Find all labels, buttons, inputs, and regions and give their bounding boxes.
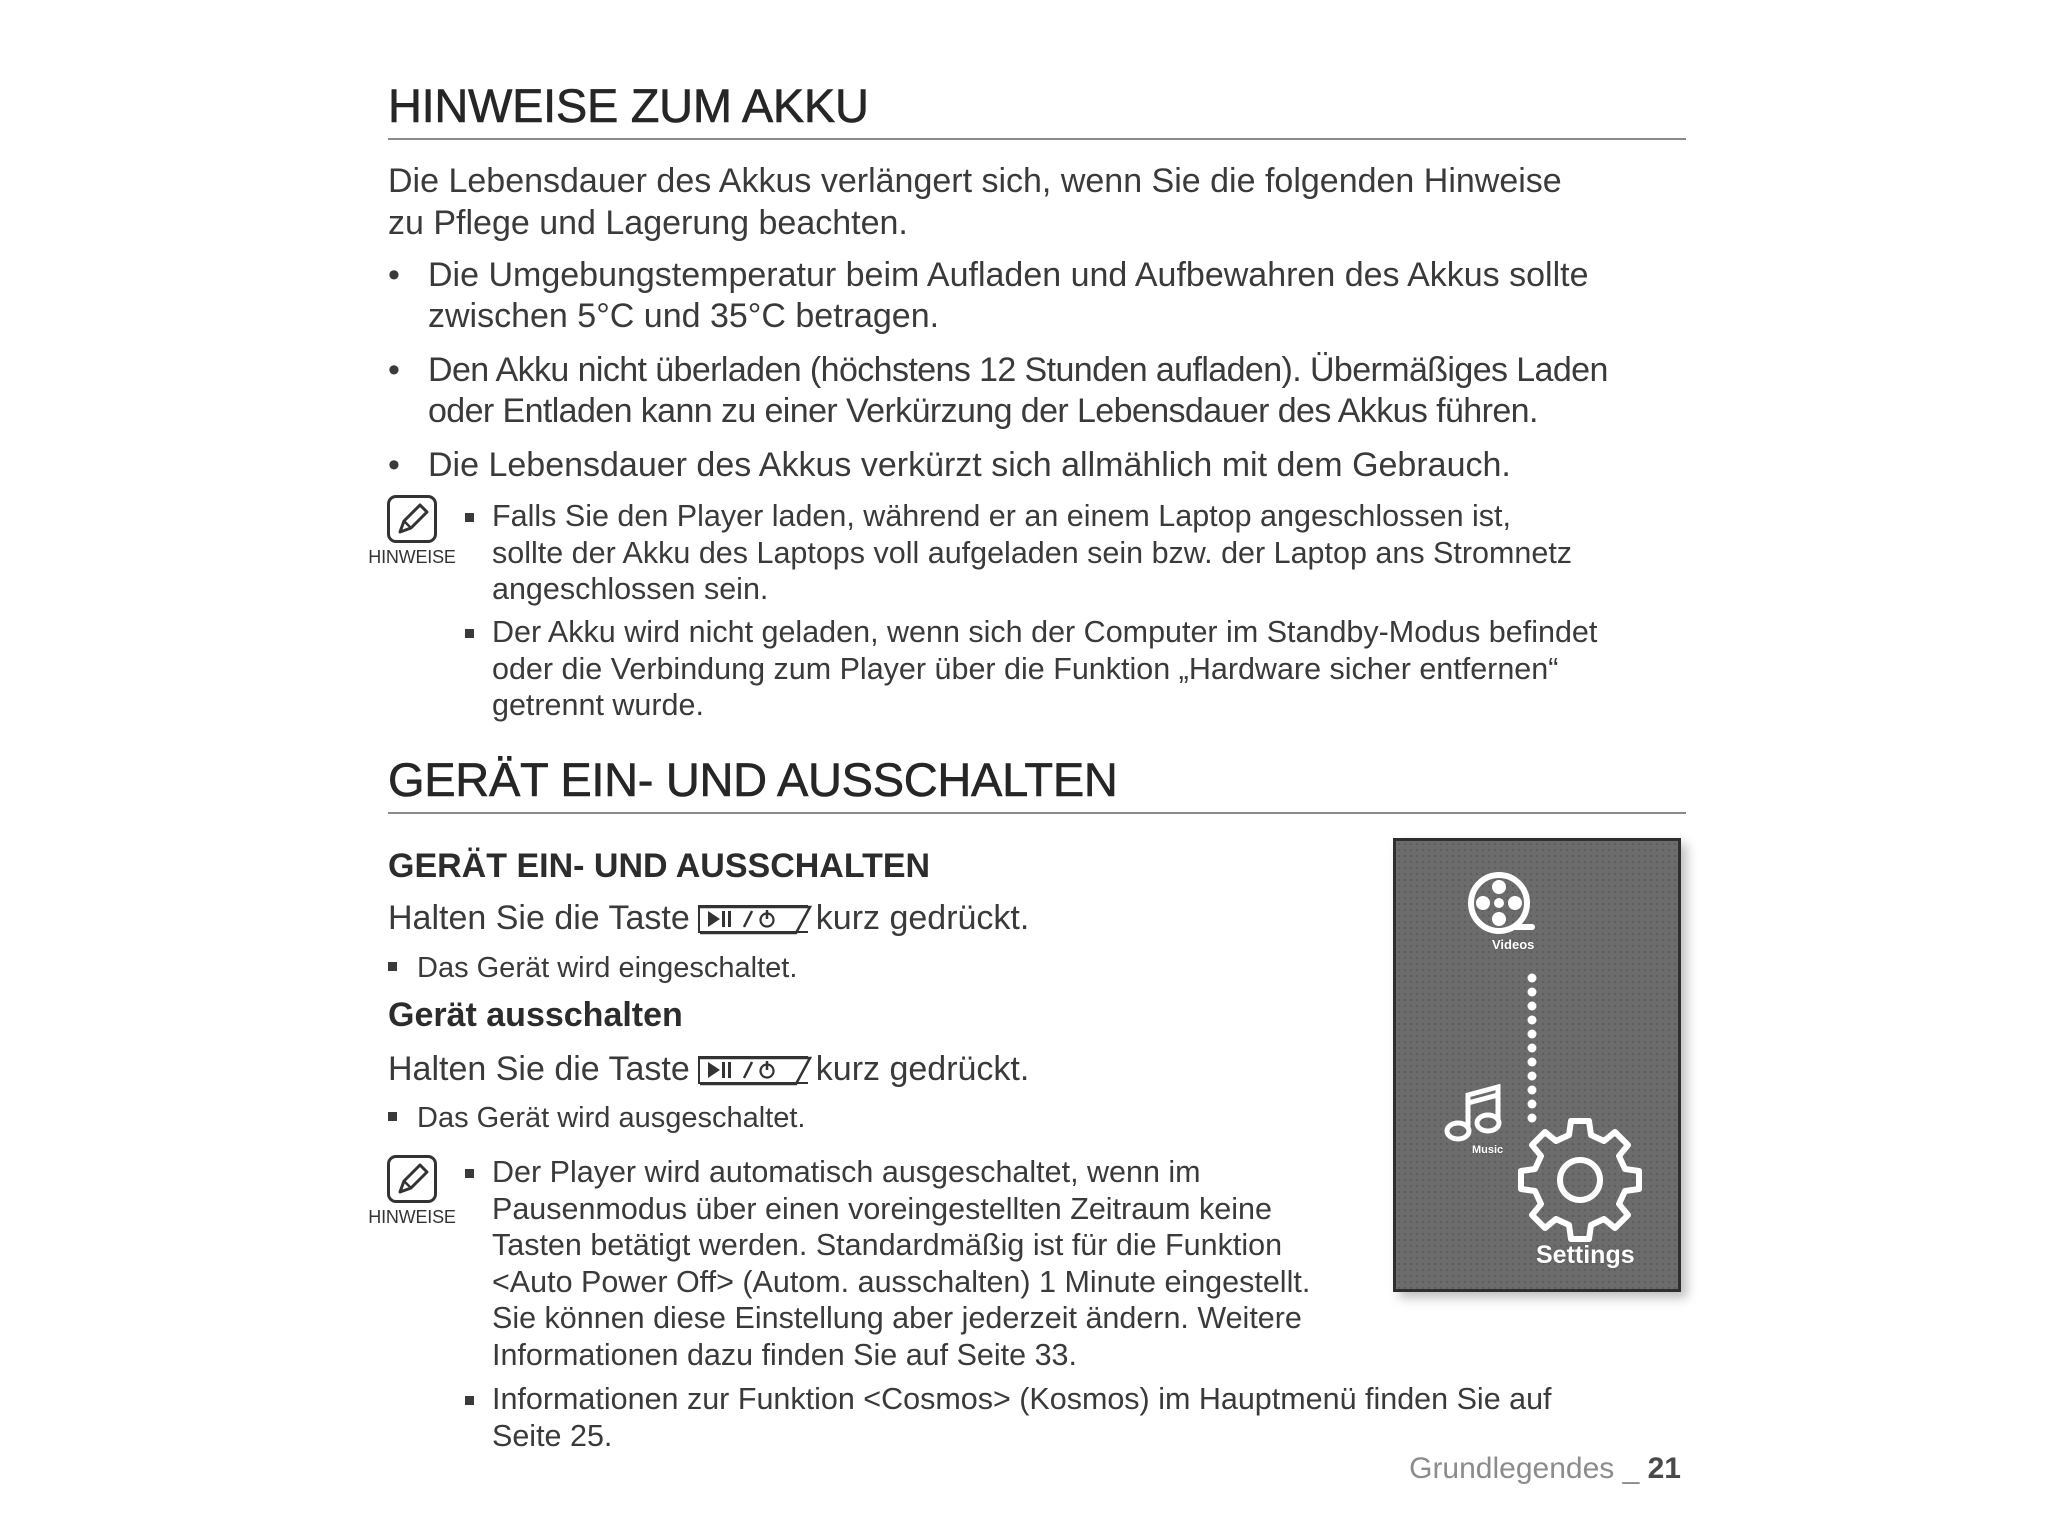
square-bullet <box>388 962 397 971</box>
bullet-line: zwischen 5°C und 35°C betragen. <box>428 297 940 335</box>
page-number: 21 <box>1647 1452 1681 1485</box>
square-bullet <box>388 1112 397 1121</box>
page-footer <box>1409 1452 1681 1486</box>
note-label: HINWEISE <box>368 547 456 567</box>
play-power-key-icon <box>698 905 808 933</box>
result-item <box>388 950 797 986</box>
bullet-line: oder Entladen kann zu einer Verkürzung der Lebensdauer des Akkus führen. <box>428 392 1538 430</box>
section-rule <box>388 812 1686 814</box>
note-icon <box>367 495 457 568</box>
instruction-line <box>388 1048 1029 1090</box>
music-note-icon <box>1447 1087 1499 1139</box>
intro-paragraph <box>388 160 1688 244</box>
film-reel-icon <box>1471 875 1532 931</box>
note-line: Tasten betätigt werden. Standardmäßig ist für die Funktion <box>492 1228 1283 1262</box>
note-line: Informationen zur Funktion <Cosmos> (Kosmos) im Hauptmenü finden Sie auf <box>492 1382 1552 1416</box>
note-line: Falls Sie den Player laden, während er an einem Laptop angeschlossen ist, <box>492 499 1511 533</box>
subheading-power-off: Gerät ausschalten <box>388 996 683 1034</box>
result-text: Das Gerät wird eingeschaltet. <box>417 952 798 984</box>
result-text: Das Gerät wird ausgeschaltet. <box>417 1102 806 1134</box>
bullet-dot: • <box>388 446 400 484</box>
bullet-line: Den Akku nicht überladen (höchstens 12 Stunden aufladen). Übermäßiges Laden <box>428 351 1608 389</box>
pencil-note-icon <box>387 1155 437 1203</box>
instruction-text: kurz gedrückt. <box>815 1050 1030 1088</box>
instruction-text: Halten Sie die Taste <box>388 899 690 937</box>
note-line: Der Player wird automatisch ausgeschaltet, wenn im <box>492 1155 1201 1189</box>
note-line: oder die Verbindung zum Player über die Funktion „Hardware sicher entfernen“ <box>492 651 1559 686</box>
instruction-text: kurz gedrückt. <box>815 899 1030 937</box>
pencil-note-icon <box>387 495 437 543</box>
note-line: sollte der Akku des Laptops voll aufgeladen sein bzw. der Laptop ans Stromnetz <box>492 535 1573 570</box>
note-line: Pausenmodus über einen voreingestellten Zeitraum keine <box>492 1191 1272 1226</box>
bullet-line: Die Umgebungstemperatur beim Aufladen und Aufbewahren des Akkus sollte <box>428 256 1589 294</box>
note-line: angeschlossen sein. <box>492 572 769 606</box>
square-bullet <box>465 629 474 638</box>
bullet-dot: • <box>388 351 400 389</box>
result-item <box>388 1100 805 1136</box>
bullet-dot: • <box>388 256 400 294</box>
note-line: getrennt wurde. <box>492 688 704 722</box>
section-title-power: GERÄT EIN- UND AUSSCHALTEN <box>388 753 1118 806</box>
instruction-line <box>388 897 1029 939</box>
note-label: HINWEISE <box>368 1207 456 1227</box>
footer-section: Grundlegendes _ <box>1409 1452 1648 1485</box>
play-power-key-icon <box>698 1056 808 1084</box>
dotted-connector <box>1528 974 1537 1123</box>
section-rule <box>388 138 1686 140</box>
square-bullet <box>465 1169 474 1178</box>
note-icon <box>367 1155 457 1228</box>
menu-label-settings: Settings <box>1536 1241 1635 1269</box>
menu-label-videos: Videos <box>1492 937 1535 952</box>
menu-label-music: Music <box>1472 1144 1504 1156</box>
intro-line: Die Lebensdauer des Akkus verlängert sich, wenn Sie die folgenden Hinweise <box>388 162 1562 200</box>
intro-line: zu Pflege und Lagerung beachten. <box>388 204 908 242</box>
section-title-battery: HINWEISE ZUM AKKU <box>388 79 869 132</box>
subheading-power-on: GERÄT EIN- UND AUSSCHALTEN <box>388 847 931 885</box>
note-line: Sie können diese Einstellung aber jederzeit ändern. Weitere <box>492 1301 1302 1335</box>
note-line: Seite 25. <box>492 1418 613 1453</box>
square-bullet <box>465 513 474 522</box>
device-screen-illustration <box>1393 838 1681 1292</box>
bullet-line: Die Lebensdauer des Akkus verkürzt sich allmählich mit dem Gebrauch. <box>428 446 1511 484</box>
square-bullet <box>465 1396 474 1405</box>
note-line: <Auto Power Off> (Autom. ausschalten) 1 Minute eingestellt. <box>492 1264 1311 1299</box>
gear-icon <box>1521 1121 1639 1239</box>
instruction-text: Halten Sie die Taste <box>388 1050 690 1088</box>
note-line: Der Akku wird nicht geladen, wenn sich der Computer im Standby-Modus befindet <box>492 615 1598 649</box>
note-line: Informationen dazu finden Sie auf Seite 33. <box>492 1337 1077 1372</box>
